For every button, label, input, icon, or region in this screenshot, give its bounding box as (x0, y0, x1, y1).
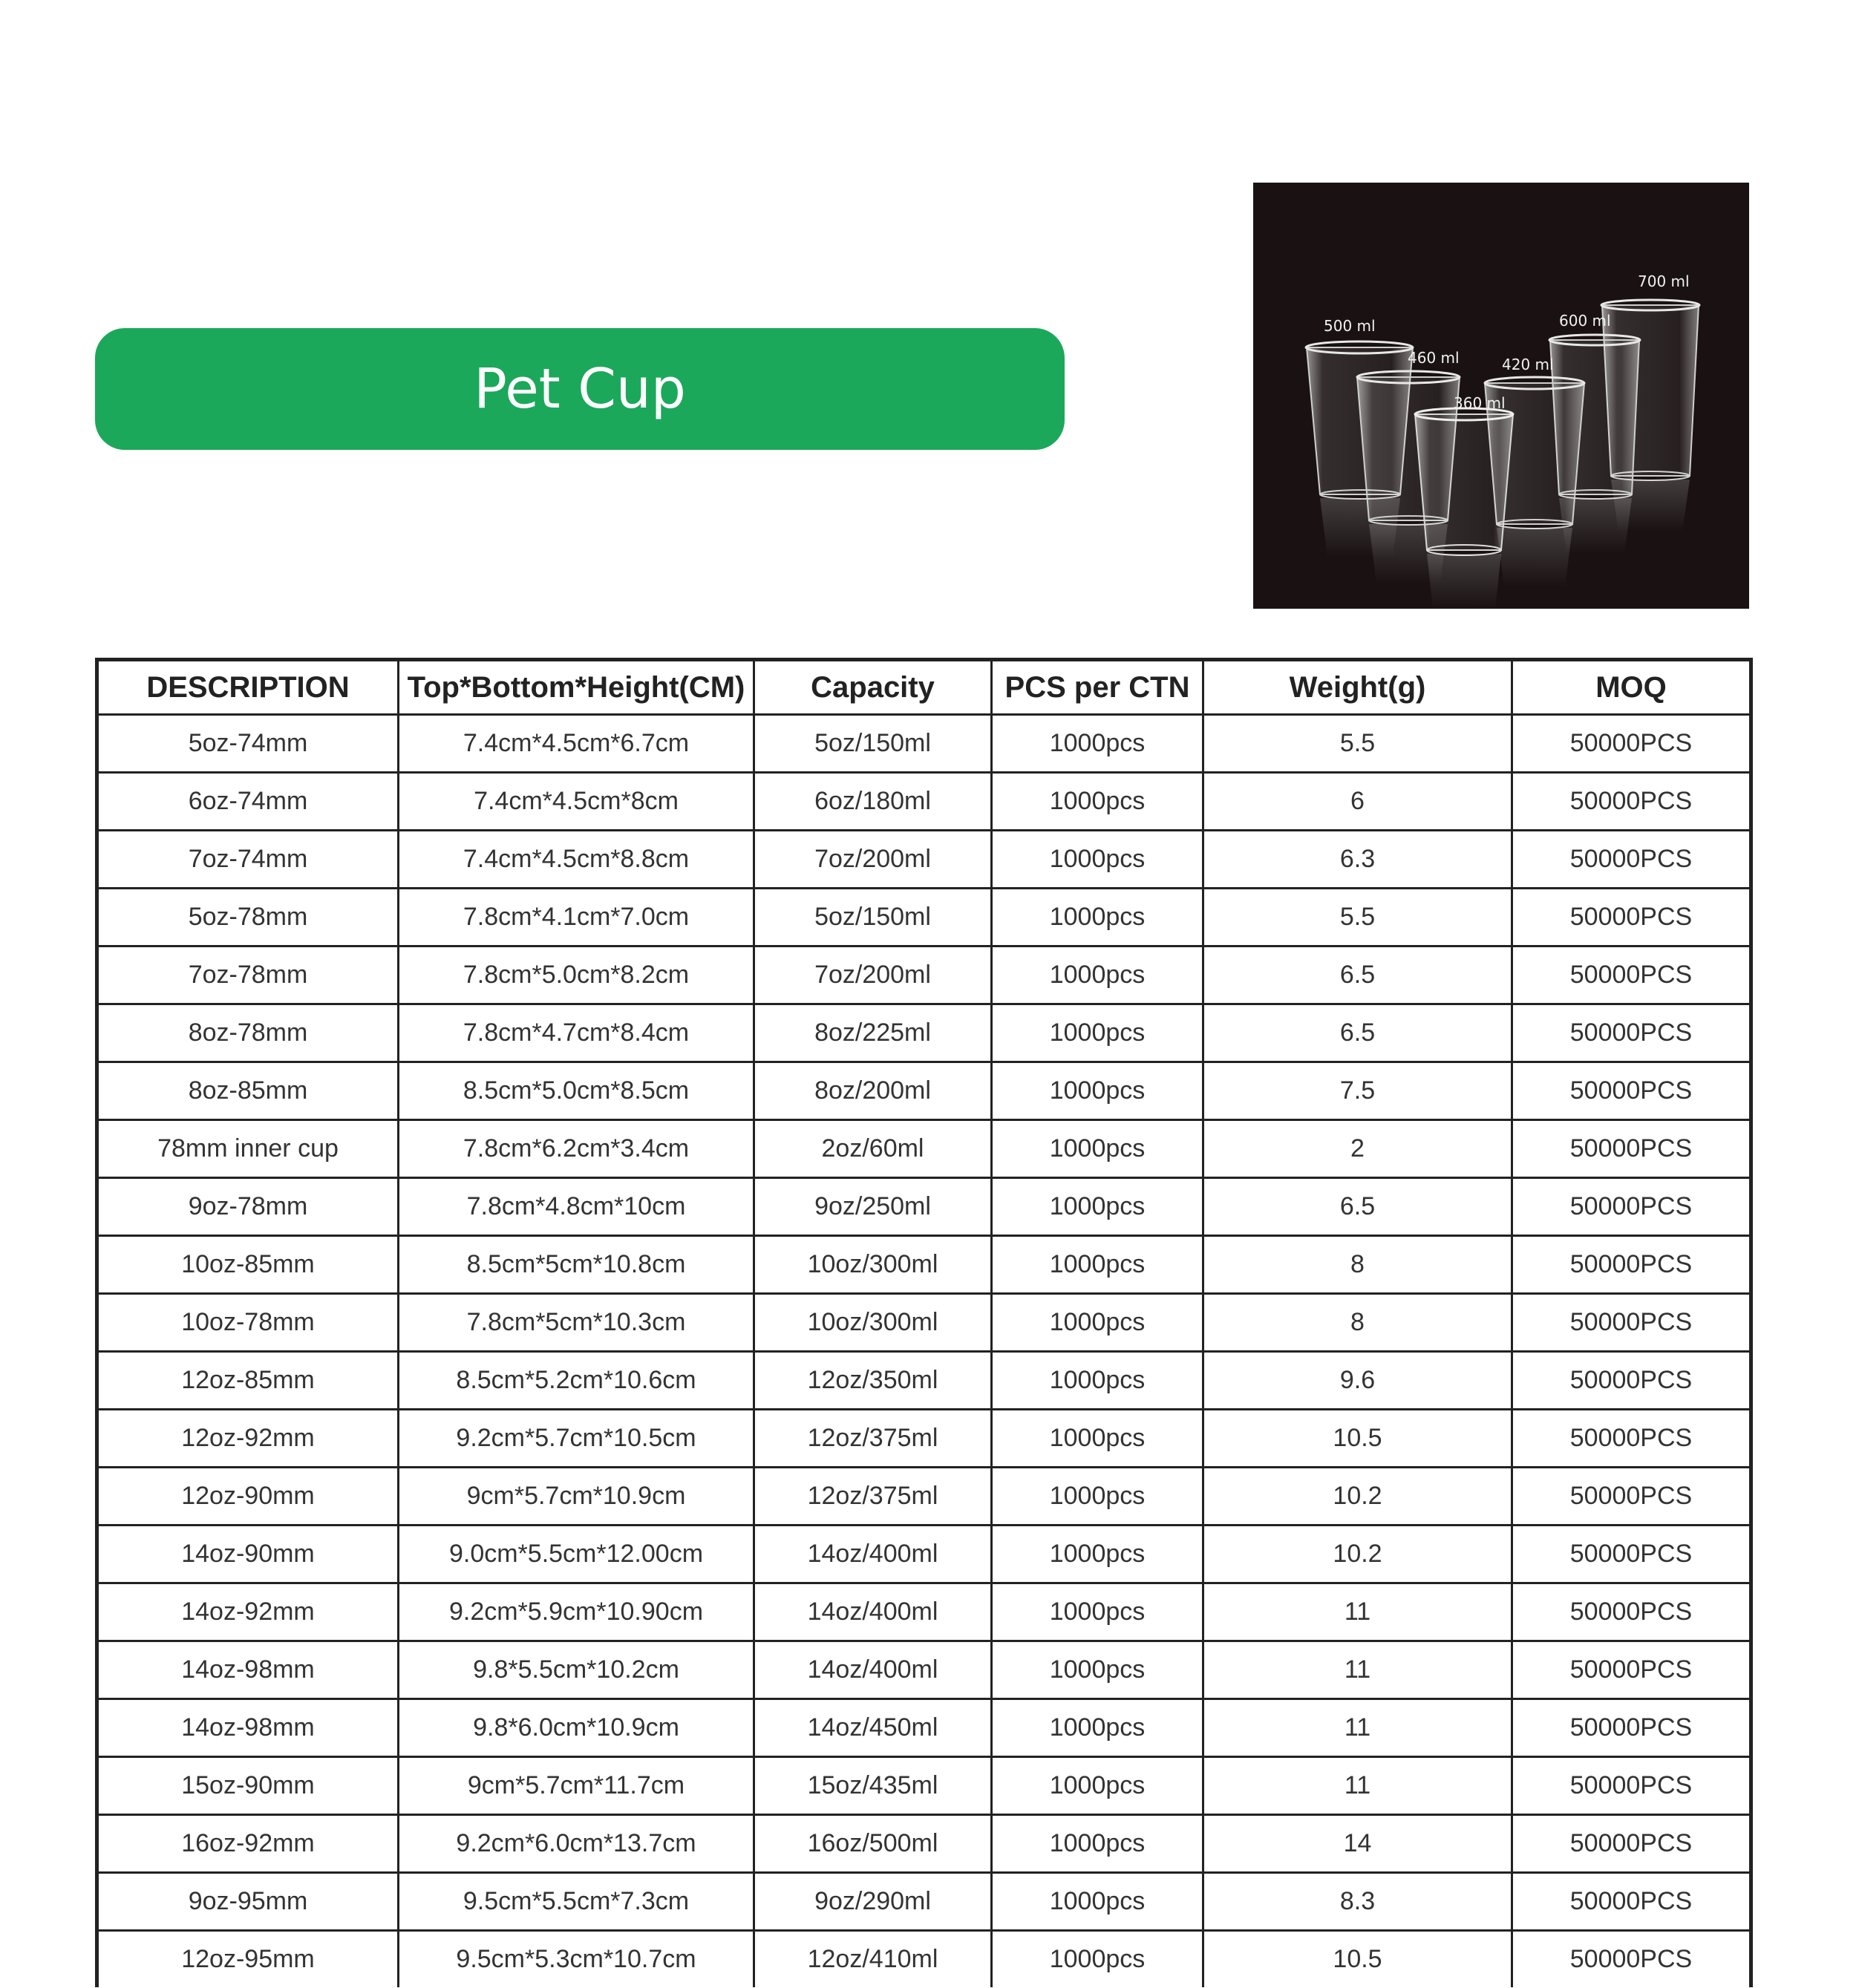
cell-pcs-per-ctn: 1000pcs (992, 1294, 1203, 1352)
table-row (97, 1178, 1751, 1236)
cell-description: 5oz-78mm (97, 889, 399, 946)
cell-capacity: 12oz/375ml (754, 1468, 992, 1526)
cell-moq: 50000PCS (1512, 1352, 1751, 1410)
cell-capacity: 8oz/225ml (754, 1004, 992, 1062)
cell-description: 12oz-95mm (97, 1931, 399, 1988)
cell-moq: 50000PCS (1512, 1815, 1751, 1873)
cell-pcs-per-ctn: 1000pcs (992, 1873, 1203, 1931)
column-header-dimensions: Top*Bottom*Height(CM) (399, 660, 754, 715)
table-row (97, 1062, 1751, 1120)
cell-weight: 10.5 (1203, 1410, 1512, 1468)
cell-pcs-per-ctn: 1000pcs (992, 1583, 1203, 1641)
table-row (97, 1583, 1751, 1641)
cell-capacity: 10oz/300ml (754, 1236, 992, 1294)
cell-capacity: 14oz/400ml (754, 1526, 992, 1583)
cell-description: 10oz-78mm (97, 1294, 399, 1352)
table-row (97, 1294, 1751, 1352)
cell-dimensions: 9cm*5.7cm*10.9cm (399, 1468, 754, 1526)
cell-weight: 6.5 (1203, 946, 1512, 1004)
cell-capacity: 2oz/60ml (754, 1120, 992, 1178)
column-header-capacity: Capacity (754, 660, 992, 715)
cell-weight: 6.5 (1203, 1178, 1512, 1236)
cell-dimensions: 7.8cm*4.1cm*7.0cm (399, 889, 754, 946)
table-row (97, 1004, 1751, 1062)
cell-moq: 50000PCS (1512, 946, 1751, 1004)
cell-dimensions: 8.5cm*5.2cm*10.6cm (399, 1352, 754, 1410)
cell-capacity: 7oz/200ml (754, 831, 992, 889)
cell-moq: 50000PCS (1512, 1699, 1751, 1757)
cell-moq: 50000PCS (1512, 1873, 1751, 1931)
column-header-weight: Weight(g) (1203, 660, 1512, 715)
cell-description: 12oz-92mm (97, 1410, 399, 1468)
cell-description: 8oz-85mm (97, 1062, 399, 1120)
table-row (97, 1468, 1751, 1526)
cell-moq: 50000PCS (1512, 1062, 1751, 1120)
cell-capacity: 12oz/375ml (754, 1410, 992, 1468)
cell-capacity: 14oz/450ml (754, 1699, 992, 1757)
cell-weight: 10.2 (1203, 1468, 1512, 1526)
table-row (97, 831, 1751, 889)
cell-pcs-per-ctn: 1000pcs (992, 1236, 1203, 1294)
cell-moq: 50000PCS (1512, 1931, 1751, 1988)
label-700ml: 700 ml (1638, 272, 1690, 290)
table-row (97, 1352, 1751, 1410)
cell-weight: 6.5 (1203, 1004, 1512, 1062)
label-460ml: 460 ml (1408, 349, 1460, 367)
cell-dimensions: 7.4cm*4.5cm*6.7cm (399, 715, 754, 773)
cell-description: 7oz-78mm (97, 946, 399, 1004)
cell-capacity: 10oz/300ml (754, 1294, 992, 1352)
table-row (97, 946, 1751, 1004)
cell-description: 15oz-90mm (97, 1757, 399, 1815)
cell-dimensions: 7.8cm*6.2cm*3.4cm (399, 1120, 754, 1178)
cell-weight: 8.3 (1203, 1873, 1512, 1931)
cell-dimensions: 7.8cm*4.7cm*8.4cm (399, 1004, 754, 1062)
cell-moq: 50000PCS (1512, 1410, 1751, 1468)
cell-moq: 50000PCS (1512, 715, 1751, 773)
page-title: Pet Cup (474, 357, 686, 421)
cell-weight: 2 (1203, 1120, 1512, 1178)
column-header-description: DESCRIPTION (97, 660, 399, 715)
cell-dimensions: 9.2cm*5.9cm*10.90cm (399, 1583, 754, 1641)
cell-weight: 9.6 (1203, 1352, 1512, 1410)
cell-description: 7oz-74mm (97, 831, 399, 889)
table-row (97, 1699, 1751, 1757)
cell-dimensions: 7.8cm*5cm*10.3cm (399, 1294, 754, 1352)
cell-pcs-per-ctn: 1000pcs (992, 1757, 1203, 1815)
cell-pcs-per-ctn: 1000pcs (992, 1004, 1203, 1062)
cell-description: 6oz-74mm (97, 773, 399, 831)
cell-dimensions: 7.8cm*4.8cm*10cm (399, 1178, 754, 1236)
table-row (97, 715, 1751, 773)
cell-moq: 50000PCS (1512, 1236, 1751, 1294)
cell-capacity: 9oz/290ml (754, 1873, 992, 1931)
cell-pcs-per-ctn: 1000pcs (992, 1178, 1203, 1236)
cell-weight: 6.3 (1203, 831, 1512, 889)
cell-dimensions: 7.4cm*4.5cm*8cm (399, 773, 754, 831)
table-row (97, 1815, 1751, 1873)
cell-dimensions: 7.4cm*4.5cm*8.8cm (399, 831, 754, 889)
cell-pcs-per-ctn: 1000pcs (992, 1526, 1203, 1583)
table-row (97, 773, 1751, 831)
cell-capacity: 14oz/400ml (754, 1583, 992, 1641)
cell-capacity: 16oz/500ml (754, 1815, 992, 1873)
cell-capacity: 9oz/250ml (754, 1178, 992, 1236)
cell-moq: 50000PCS (1512, 1120, 1751, 1178)
cell-dimensions: 8.5cm*5cm*10.8cm (399, 1236, 754, 1294)
cell-pcs-per-ctn: 1000pcs (992, 1352, 1203, 1410)
cell-description: 12oz-85mm (97, 1352, 399, 1410)
cell-weight: 10.5 (1203, 1931, 1512, 1988)
cell-weight: 5.5 (1203, 889, 1512, 946)
cell-pcs-per-ctn: 1000pcs (992, 1120, 1203, 1178)
cell-dimensions: 9.8*6.0cm*10.9cm (399, 1699, 754, 1757)
cell-weight: 11 (1203, 1757, 1512, 1815)
cell-weight: 8 (1203, 1294, 1512, 1352)
cell-weight: 11 (1203, 1641, 1512, 1699)
cell-weight: 7.5 (1203, 1062, 1512, 1120)
cell-capacity: 12oz/350ml (754, 1352, 992, 1410)
spec-table (95, 658, 1753, 1987)
label-420ml: 420 ml (1502, 356, 1554, 373)
cell-description: 16oz-92mm (97, 1815, 399, 1873)
cell-capacity: 5oz/150ml (754, 715, 992, 773)
cell-moq: 50000PCS (1512, 1583, 1751, 1641)
table-row (97, 1236, 1751, 1294)
cell-weight: 6 (1203, 773, 1512, 831)
cell-weight: 11 (1203, 1583, 1512, 1641)
table-row (97, 1120, 1751, 1178)
table-row (97, 1526, 1751, 1583)
cell-dimensions: 7.8cm*5.0cm*8.2cm (399, 946, 754, 1004)
cell-capacity: 8oz/200ml (754, 1062, 992, 1120)
cell-weight: 8 (1203, 1236, 1512, 1294)
cell-moq: 50000PCS (1512, 1641, 1751, 1699)
cell-pcs-per-ctn: 1000pcs (992, 1062, 1203, 1120)
cell-dimensions: 9cm*5.7cm*11.7cm (399, 1757, 754, 1815)
cell-moq: 50000PCS (1512, 831, 1751, 889)
cell-weight: 14 (1203, 1815, 1512, 1873)
table-row (97, 1757, 1751, 1815)
cell-moq: 50000PCS (1512, 1526, 1751, 1583)
label-360ml: 360 ml (1454, 394, 1506, 412)
cell-weight: 5.5 (1203, 715, 1512, 773)
product-photo (1253, 183, 1749, 609)
cell-pcs-per-ctn: 1000pcs (992, 1410, 1203, 1468)
cell-pcs-per-ctn: 1000pcs (992, 1815, 1203, 1873)
cell-capacity: 5oz/150ml (754, 889, 992, 946)
cell-dimensions: 9.5cm*5.5cm*7.3cm (399, 1873, 754, 1931)
column-header-pcs-per-ctn: PCS per CTN (992, 660, 1203, 715)
cell-moq: 50000PCS (1512, 1757, 1751, 1815)
cell-moq: 50000PCS (1512, 889, 1751, 946)
cell-moq: 50000PCS (1512, 1294, 1751, 1352)
cell-description: 12oz-90mm (97, 1468, 399, 1526)
cell-dimensions: 9.2cm*6.0cm*13.7cm (399, 1815, 754, 1873)
label-500ml: 500 ml (1324, 317, 1376, 335)
cell-pcs-per-ctn: 1000pcs (992, 715, 1203, 773)
column-header-moq: MOQ (1512, 660, 1751, 715)
table-row (97, 1641, 1751, 1699)
cell-pcs-per-ctn: 1000pcs (992, 1468, 1203, 1526)
cup-360ml (1415, 408, 1513, 609)
cell-pcs-per-ctn: 1000pcs (992, 946, 1203, 1004)
cell-description: 14oz-98mm (97, 1641, 399, 1699)
cell-dimensions: 8.5cm*5.0cm*8.5cm (399, 1062, 754, 1120)
cell-pcs-per-ctn: 1000pcs (992, 1931, 1203, 1988)
table-body (97, 715, 1751, 1988)
cell-pcs-per-ctn: 1000pcs (992, 1641, 1203, 1699)
cell-pcs-per-ctn: 1000pcs (992, 831, 1203, 889)
table-row (97, 889, 1751, 946)
cell-dimensions: 9.5cm*5.3cm*10.7cm (399, 1931, 754, 1988)
cell-moq: 50000PCS (1512, 1178, 1751, 1236)
cell-description: 14oz-92mm (97, 1583, 399, 1641)
title-banner (95, 328, 1065, 450)
cell-capacity: 14oz/400ml (754, 1641, 992, 1699)
cell-pcs-per-ctn: 1000pcs (992, 889, 1203, 946)
cell-dimensions: 9.0cm*5.5cm*12.00cm (399, 1526, 754, 1583)
table-header-row (97, 660, 1751, 715)
table-row (97, 1410, 1751, 1468)
cell-description: 14oz-90mm (97, 1526, 399, 1583)
table-row (97, 1873, 1751, 1931)
cell-moq: 50000PCS (1512, 773, 1751, 831)
cell-description: 9oz-78mm (97, 1178, 399, 1236)
cell-pcs-per-ctn: 1000pcs (992, 773, 1203, 831)
cell-weight: 10.2 (1203, 1526, 1512, 1583)
label-600ml: 600 ml (1559, 312, 1611, 330)
cell-description: 14oz-98mm (97, 1699, 399, 1757)
cell-pcs-per-ctn: 1000pcs (992, 1699, 1203, 1757)
cell-dimensions: 9.8*5.5cm*10.2cm (399, 1641, 754, 1699)
cell-description: 8oz-78mm (97, 1004, 399, 1062)
cell-weight: 11 (1203, 1699, 1512, 1757)
cell-capacity: 12oz/410ml (754, 1931, 992, 1988)
cell-description: 9oz-95mm (97, 1873, 399, 1931)
cell-capacity: 6oz/180ml (754, 773, 992, 831)
cell-moq: 50000PCS (1512, 1004, 1751, 1062)
cell-dimensions: 9.2cm*5.7cm*10.5cm (399, 1410, 754, 1468)
cell-moq: 50000PCS (1512, 1468, 1751, 1526)
cell-description: 78mm inner cup (97, 1120, 399, 1178)
cell-description: 5oz-74mm (97, 715, 399, 773)
cell-capacity: 15oz/435ml (754, 1757, 992, 1815)
cell-capacity: 7oz/200ml (754, 946, 992, 1004)
table-row (97, 1931, 1751, 1988)
pet-cups-image (1253, 183, 1749, 609)
cell-description: 10oz-85mm (97, 1236, 399, 1294)
